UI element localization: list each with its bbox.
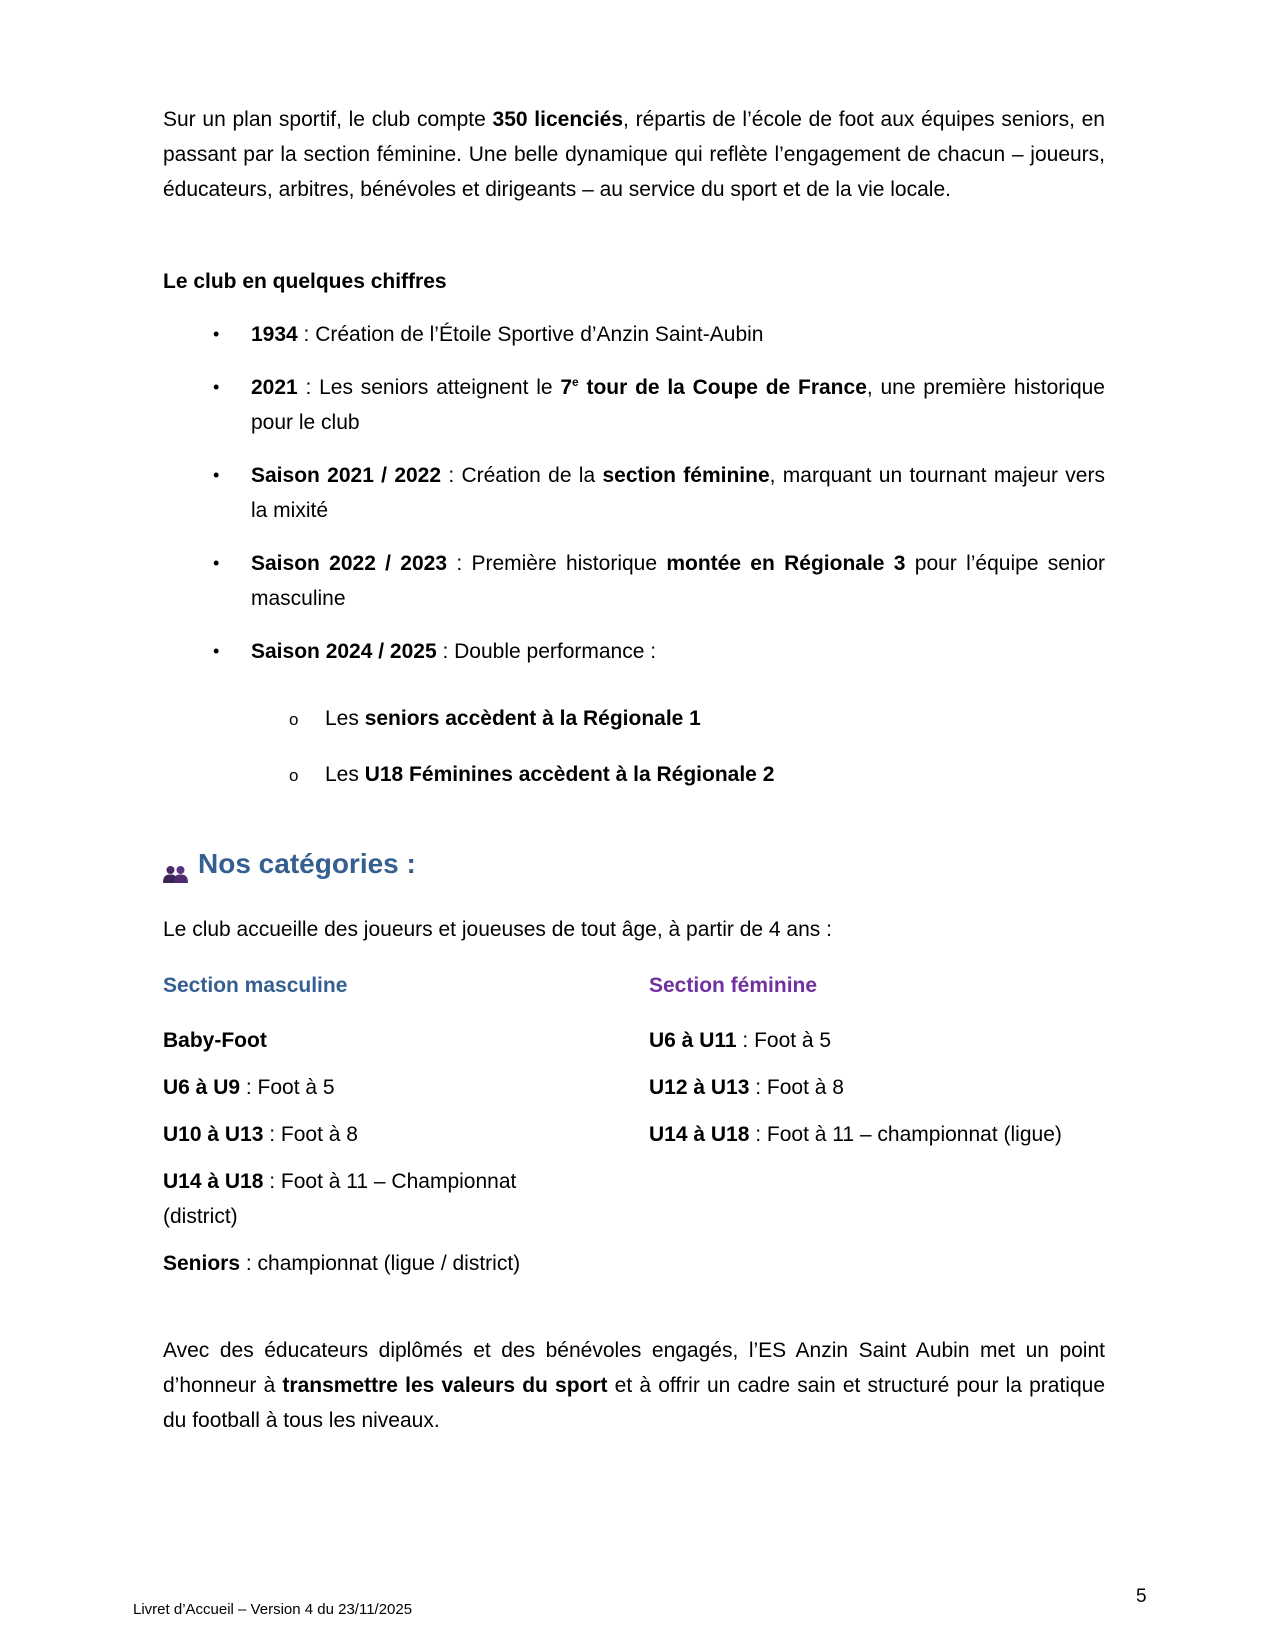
intro-paragraph: [163, 102, 1105, 207]
bullet-icon: •: [213, 324, 220, 344]
bullet-icon: •: [213, 641, 220, 661]
categories-title: Nos catégories :: [198, 848, 416, 879]
item-text: : Création de l’Étoile Sportive d’Anzin Saint-Aubin: [297, 323, 764, 346]
bullet-icon: •: [213, 553, 220, 573]
sub-list: [163, 701, 1105, 792]
sub-list-item: [163, 701, 1105, 736]
intro-text: Sur un plan sportif, le club compte: [163, 108, 493, 131]
category-name: Baby-Foot: [163, 1029, 267, 1052]
section-feminine-title: Section féminine: [649, 974, 818, 997]
category-item: [163, 1246, 613, 1281]
footer-text: Livret d’Accueil – Version 4 du 23/11/2025: [133, 1601, 413, 1618]
category-item: [163, 1164, 553, 1234]
sub-list-item: [163, 757, 1105, 792]
circle-bullet-icon: o: [289, 710, 299, 729]
bullet-icon: •: [213, 465, 220, 485]
item-text: : Création de la: [441, 464, 603, 487]
item-text: , une première historique pour le club: [251, 376, 1105, 434]
category-item: [649, 1117, 1099, 1152]
item-bold: montée en Régionale 3: [666, 552, 906, 575]
category-item: [163, 1070, 613, 1105]
category-detail: : Foot à 5: [240, 1076, 335, 1099]
category-detail: : Foot à 8: [749, 1076, 844, 1099]
item-bold: Saison 2022 / 2023: [251, 552, 448, 575]
item-bold: 1934: [251, 323, 298, 346]
item-text: : Première historique: [447, 552, 667, 575]
closing-text-rest: et à offrir un cadre sain et structuré pour la pratique du football à tous les niveaux.: [163, 1374, 1105, 1432]
chiffres-title: Le club en quelques chiffres: [163, 270, 447, 293]
category-item: [163, 1117, 613, 1152]
category-detail: : Foot à 5: [736, 1029, 832, 1052]
item-bold: U18 Féminines accèdent à la Régionale 2: [364, 763, 775, 786]
item-text: : Les seniors atteignent le: [297, 376, 561, 399]
category-detail: : Foot à 11 – Championnat (district): [163, 1170, 517, 1228]
item-bold: section féminine: [602, 464, 770, 487]
category-name: U10 à U13: [163, 1123, 264, 1146]
list-item: [163, 458, 1105, 528]
people-icon: [163, 858, 188, 876]
section-masculine-title: Section masculine: [163, 974, 348, 997]
section-masculine: [163, 968, 613, 1293]
item-bold: 7: [560, 376, 573, 399]
bullet-icon: •: [213, 377, 220, 397]
closing-text: Avec des éducateurs diplômés et des bénévoles engagés, l’ES Anzin Saint Aubin met un point d’honneur à: [163, 1339, 1105, 1397]
list-item: [163, 317, 1105, 352]
item-text: Les: [325, 707, 365, 730]
item-bold: Saison 2021 / 2022: [251, 464, 442, 487]
superscript: e: [572, 375, 579, 389]
page-number: 5: [1136, 1586, 1147, 1607]
closing-bold: transmettre les valeurs du sport: [282, 1374, 608, 1397]
category-item: [649, 1070, 1099, 1105]
category-name: U14 à U18: [163, 1170, 264, 1193]
categories-heading: [163, 848, 416, 880]
item-bold: seniors accèdent à la Régionale 1: [364, 707, 701, 730]
category-name: U6 à U11: [649, 1029, 737, 1052]
closing-paragraph: [163, 1333, 1105, 1438]
category-item: [649, 1023, 1099, 1058]
list-item: [163, 370, 1105, 440]
category-name: U14 à U18: [649, 1123, 750, 1146]
item-text: , marquant un tournant majeur vers la mixité: [251, 464, 1105, 522]
item-bold: Saison 2024 / 2025: [251, 640, 437, 663]
list-item: [163, 546, 1105, 616]
circle-bullet-icon: o: [289, 766, 299, 785]
item-text: : Double performance :: [436, 640, 657, 663]
category-detail: : Foot à 11 – championnat (ligue): [749, 1123, 1062, 1146]
item-bold: 2021: [251, 376, 298, 399]
item-text: Les: [325, 763, 365, 786]
category-detail: : Foot à 8: [263, 1123, 358, 1146]
categories-intro: Le club accueille des joueurs et joueuses de tout âge, à partir de 4 ans :: [163, 918, 832, 941]
list-item: [163, 634, 1105, 669]
section-feminine: [649, 968, 1099, 1164]
chiffres-list: [163, 317, 1105, 689]
category-detail: : championnat (ligue / district): [240, 1252, 521, 1275]
category-item: [163, 1023, 613, 1058]
category-name: U12 à U13: [649, 1076, 750, 1099]
item-bold: tour de la Coupe de France: [578, 376, 867, 399]
item-text: pour l’équipe senior masculine: [251, 552, 1105, 610]
intro-text-rest: , répartis de l’école de foot aux équipes seniors, en passant par la section féminine. Une belle dynamique qui reflète l’engagement de chacun – joueurs, éducateurs, arbitres, bénévoles et dirigeants – au service du sport et de la vie locale.: [163, 108, 1105, 201]
intro-licencies: 350 licenciés: [492, 108, 624, 131]
category-name: Seniors: [163, 1252, 241, 1275]
category-name: U6 à U9: [163, 1076, 241, 1099]
